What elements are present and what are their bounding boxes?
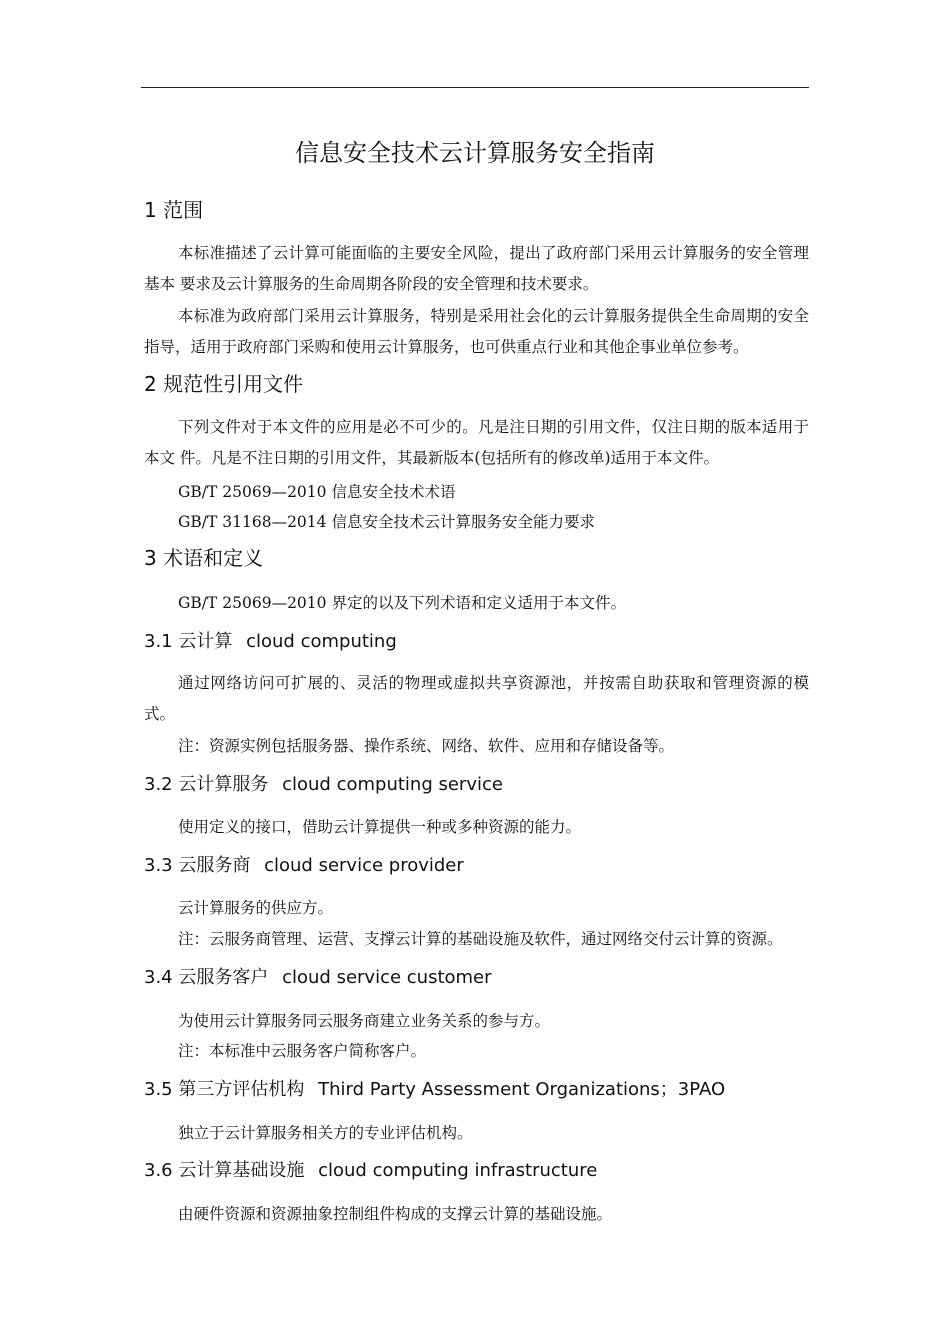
term-number: 3.3 [144, 855, 173, 876]
term-number: 3.6 [144, 1160, 173, 1181]
term-en: cloud service provider [264, 855, 464, 876]
term-3-3-heading [144, 853, 464, 879]
term-3-1-heading [144, 629, 397, 655]
term-3-6-definition: 由硬件资源和资源抽象控制组件构成的支撑云计算的基础设施。 [178, 1205, 613, 1223]
document-title: 信息安全技术云计算服务安全指南 [295, 139, 655, 167]
section-2-heading: 2 规范性引用文件 [144, 372, 304, 396]
term-3-5-definition: 独立于云计算服务相关方的专业评估机构。 [178, 1124, 473, 1142]
term-3-3-definition: 云计算服务的供应方。 [178, 899, 334, 917]
term-3-4-note: 注：本标准中云服务客户简称客户。 [178, 1042, 427, 1060]
term-en: cloud service customer [282, 967, 492, 988]
term-3-3-note: 注：云服务商管理、运营、支撑云计算的基础设施及软件，通过网络交付云计算的资源。 [178, 930, 783, 948]
term-en: cloud computing [246, 631, 397, 652]
term-zh: 第三方评估机构 [178, 1079, 305, 1100]
term-zh: 云服务商 [178, 855, 251, 876]
term-number: 3.1 [144, 631, 173, 652]
reference-1: GB/T 25069—2010 信息安全技术术语 [178, 483, 456, 501]
term-3-2-heading [144, 772, 503, 798]
section-1-paragraph-2: 本标准为政府部门采用云计算服务，特别是采用社会化的云计算服务提供全生命周期的安全指导，适用于政府部门采购和使用云计算服务，也可供重点行业和其他企事业单位参考。 [144, 307, 809, 356]
term-en: Third Party Assessment Organizations；3PAO [318, 1079, 726, 1100]
term-3-4-definition: 为使用云计算服务同云服务商建立业务关系的参与方。 [178, 1012, 551, 1030]
section-3-heading: 3 术语和定义 [144, 546, 264, 570]
term-zh: 云计算服务 [178, 774, 269, 795]
header-rule [141, 87, 809, 88]
term-number: 3.5 [144, 1079, 173, 1100]
term-3-5-heading [144, 1077, 725, 1103]
section-1-paragraph-1: 本标准描述了云计算可能面临的主要安全风险，提出了政府部门采用云计算服务的安全管理基本 要求及云计算服务的生命周期各阶段的安全管理和技术要求。 [144, 244, 809, 293]
section-1-heading: 1 范围 [144, 198, 204, 222]
term-3-6-heading [144, 1158, 597, 1184]
section-3-intro: GB/T 25069—2010 界定的以及下列术语和定义适用于本文件。 [178, 594, 626, 612]
term-en: cloud computing infrastructure [318, 1160, 598, 1181]
term-number: 3.2 [144, 774, 173, 795]
term-3-1-note: 注：资源实例包括服务器、操作系统、网络、软件、应用和存储设备等。 [178, 737, 675, 755]
reference-2: GB/T 31168—2014 信息安全技术云计算服务安全能力要求 [178, 513, 595, 531]
term-en: cloud computing service [282, 774, 503, 795]
term-3-1-definition: 通过网络访问可扩展的、灵活的物理或虚拟共享资源池，并按需自助获取和管理资源的模式。 [144, 674, 809, 723]
term-number: 3.4 [144, 967, 173, 988]
section-2-paragraph-1: 下列文件对于本文件的应用是必不可少的。凡是注日期的引用文件，仅注日期的版本适用于本文 件。凡是不注日期的引用文件，其最新版本(包括所有的修改单)适用于本文件。 [144, 418, 809, 467]
term-3-4-heading [144, 965, 492, 991]
term-zh: 云计算 [178, 631, 233, 652]
term-3-2-definition: 使用定义的接口，借助云计算提供一种或多种资源的能力。 [178, 818, 582, 836]
term-zh: 云计算基础设施 [178, 1160, 305, 1181]
term-zh: 云服务客户 [178, 967, 269, 988]
